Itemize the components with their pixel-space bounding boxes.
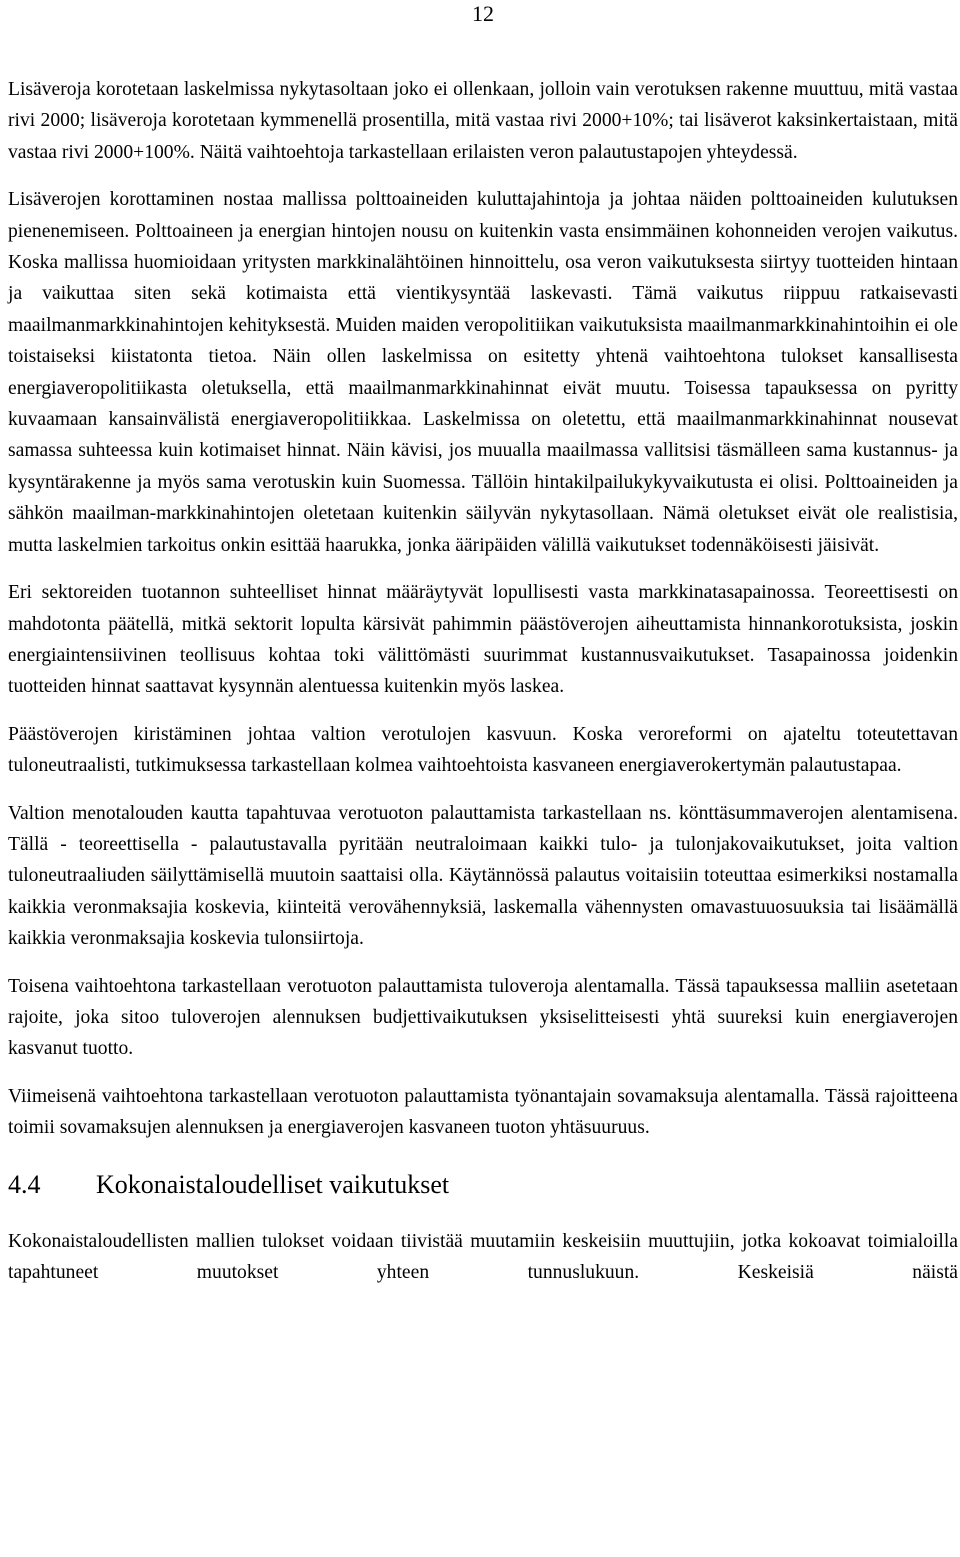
section-title: Kokonaistaloudelliset vaikutukset [96,1169,450,1199]
page-number: 12 [472,1,494,26]
paragraph-5: Valtion menotalouden kautta tapahtuvaa verotuoton palauttamista tarkastellaan ns. könttäsummaverojen alentamisena. Tällä - teoreettisella - palautustavalla pyritään neutraloimaan kaikki tulo- ja tulonjakovaikutukset, joita valtion tuloneutraaliuden säilyttämisellä muutoin saattaisi olla. Käytännössä palautus voitaisiin toteuttaa esimerkiksi nostamalla kaikkia veronmaksajia koskevia, kiinteitä verovähennyksiä, laskemalla vähennysten omavastuuosuuksia tai lisäämällä kaikkia veronmaksajia koskevia tulonsiirtoja. [8,802,958,950]
paragraph-7: Viimeisenä vaihtoehtona tarkastellaan verotuoton palauttamista työnantajain sovamaksuja alentamalla. Tässä rajoitteena toimii sovamaksujen alennuksen ja energiaverojen kasvaneen tuoton yhtäsuuruus. [8,1085,958,1139]
document-body [8,74,958,1304]
paragraph-final: Kokonaistaloudellisten mallien tulokset voidaan tiivistää muutamiin keskeisiin muuttujiin, jotka kokoavat toimialoilla tapahtuneet muutokset yhteen tunnuslukuun. Keskeisiä näistä [8,1230,958,1283]
paragraph-1: Lisäveroja korotetaan laskelmissa nykytasoltaan joko ei ollenkaan, jolloin vain verotuksen rakenne muuttuu, mitä vastaa rivi 2000; lisäveroja korotetaan kymmenellä prosentilla, mitä vastaa rivi 2000+10%; tai lisäverot kaksinkertaistaan, mitä vastaa rivi 2000+100%. Näitä vaihtoehtoja tarkastellaan erilaisten veron palautustapojen yhteydessä. [8,79,958,163]
paragraph-3: Eri sektoreiden tuotannon suhteelliset hinnat määräytyvät lopullisesti vasta markkinatasapainossa. Teoreettisesti on mahdotonta päätellä, mitkä sektorit lopulta kärsivät pahimmin päästöverojen aiheuttamista hinnankorotuksista, joskin energiaintensiivinen teollisuus kohtaa toki välittömästi suurimmat kustannusvaikutukset. Tasapainossa joidenkin tuotteiden hinnat saattavat kysynnän alentuessa kuitenkin myös laskea. [8,582,958,698]
paragraph-6: Toisena vaihtoehtona tarkastellaan verotuoton palauttamista tuloveroja alentamalla. Tässä tapauksessa malliin asetetaan rajoite, joka sitoo tuloverojen alennuksen budjettivaikutuksen yksiselitteisesti yhtä suureksi kuin energiaverojen kasvanut tuotto. [8,975,958,1060]
paragraph-4: Päästöverojen kiristäminen johtaa valtion verotulojen kasvuun. Koska veroreformi on ajateltu toteutettavan tuloneutraalisti, tutkimuksessa tarkastellaan kolmea vaihtoehtoista kasvaneen energiaverokertymän palautustapaa. [8,723,958,777]
section-number: 4.4 [8,1169,41,1199]
paragraph-2: Lisäverojen korottaminen nostaa mallissa polttoaineiden kuluttajahintoja ja johtaa näiden polttoaineiden kulutuksen pienenemiseen. Polttoaineen ja energian hintojen nousu on kuitenkin vasta ensimmäinen kohonneiden verojen vaikutus. Koska mallissa huomioidaan yritysten markkinalähtöinen hinnoittelu, osa veron vaikutuksesta siirtyy tuotteiden hintaan ja vaikuttaa siten sekä kotimaista että vientikysyntää laskevasti. Tämä vaikutus riippuu ratkaisevasti maailmanmarkkinahintojen kehityksestä. Muiden maiden veropolitiikan vaikutuksista maailmanmarkkinahintoihin ei ole toistaiseksi kiistatonta tietoa. Näin ollen laskelmissa on esitetty yhtenä vaihtoehtona tulokset kansallisesta energiaveropolitiikasta oletuksella, että maailmanmarkkinahinnat eivät muutu. Toisessa tapauksessa on pyritty kuvaamaan kansainvälistä energiaveropolitiikkaa. Laskelmissa on oletettu, että maailmanmarkkinahinnat nousevat samassa suhteessa kuin kotimaiset hinnat. Näin kävisi, jos muualla maailmassa vallitsisi täsmälleen sama kustannus- ja kysyntärakenne ja myös sama verotuskin kuin Suomessa. Tällöin hintakilpailukykyvaikutusta ei olisi. Polttoaineiden ja sähkön maailman-markkinahintojen oletetaan kuitenkin säilyvän nykytasollaan. Nämä oletukset eivät ole realistisia, mutta laskelmien tarkoitus onkin esittää haarukka, jonka ääripäiden välillä vaikutukset todennäköisesti jäisivät. [8,189,958,556]
section-heading [8,1168,958,1202]
